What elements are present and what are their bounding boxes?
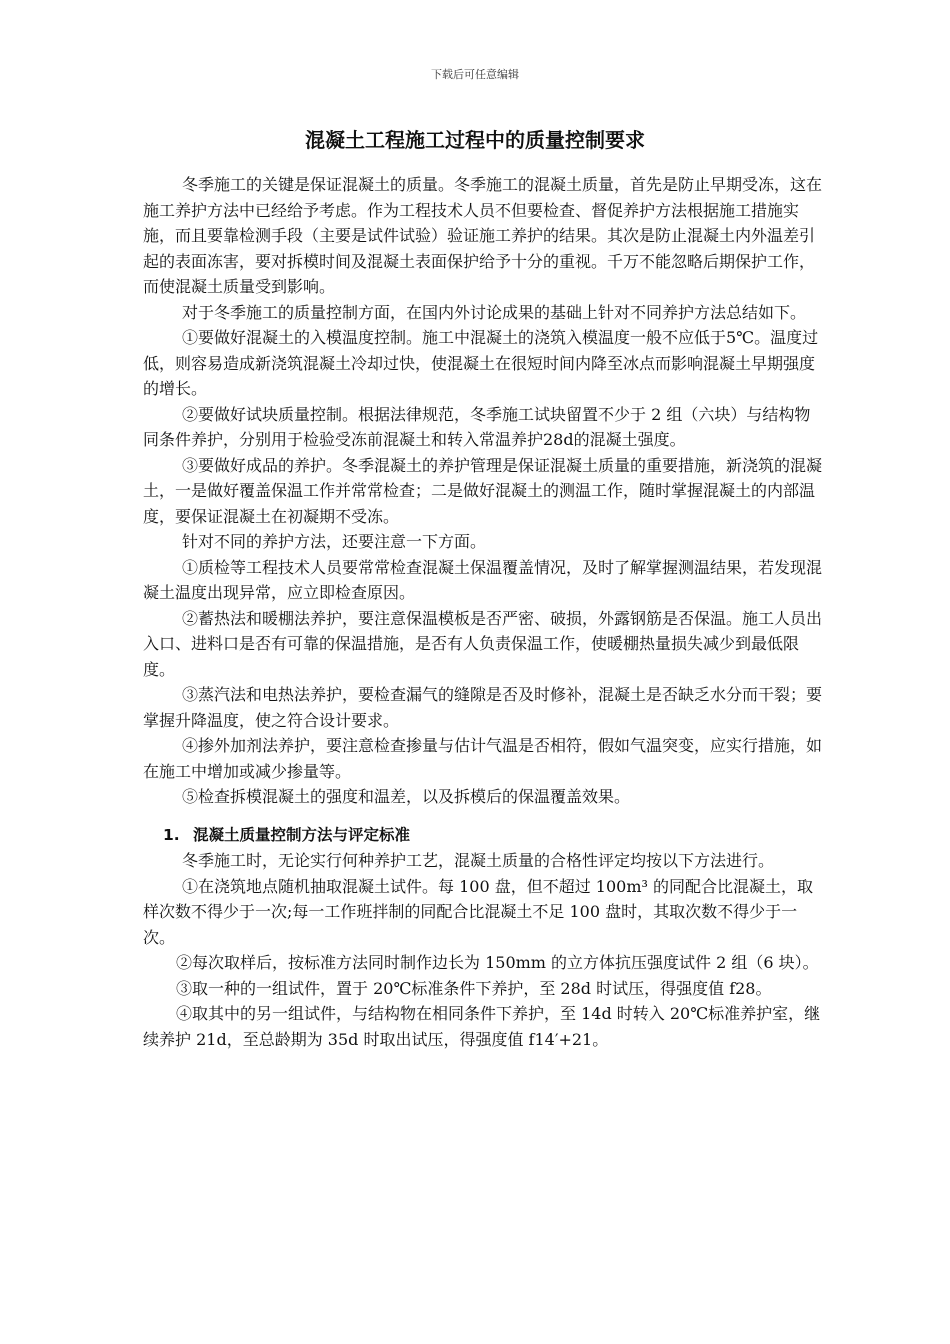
paragraph: ③蒸汽法和电热法养护，要检查漏气的缝隙是否及时修补，混凝土是否缺乏水分而干裂；要掌握升降温度，使之符合设计要求。 [143, 685, 823, 730]
paragraph: 对于冬季施工的质量控制方面，在国内外讨论成果的基础上针对不同养护方法总结如下。 [182, 302, 807, 322]
section-heading [143, 823, 823, 849]
page-header: 下载后可任意编辑 [431, 68, 519, 81]
paragraph: ①在浇筑地点随机抽取混凝土试件。每 100 盘，但不超过 100m³ 的同配合比混凝土，取样次数不得少于一次;每一工作班拌制的同配合比混凝土不足 100 盘时，其取次数不得少于一次。 [143, 876, 814, 947]
document-title: 混凝土工程施工过程中的质量控制要求 [305, 128, 645, 152]
paragraph: ④掺外加剂法养护，要注意检查掺量与估计气温是否相符，假如气温突变，应实行措施，如在施工中增加或减少掺量等。 [143, 736, 823, 781]
paragraph: ④取其中的另一组试件，与结构物在相同条件下养护，至 14d 时转入 20℃标准养护室，继续养护 21d，至总龄期为 35d 时取出试压，得强度值 f14′+21。 [143, 1004, 821, 1049]
paragraph: 针对不同的养护方法，还要注意一下方面。 [182, 532, 487, 551]
document-body [143, 172, 823, 1052]
section-number: 1. [163, 825, 180, 844]
paragraph: ①质检等工程技术人员要常常检查混凝土保温覆盖情况，及时了解掌握测温结果，若发现混凝土温度出现异常，应立即检查原因。 [143, 557, 823, 602]
section-heading-text: 混凝土质量控制方法与评定标准 [193, 825, 411, 844]
paragraph: ③要做好成品的养护。冬季混凝土的养护管理是保证混凝土质量的重要措施，新浇筑的混凝土，一是做好覆盖保温工作并常常检查；二是做好混凝土的测温工作，随时掌握混凝土的内部温度，要保证混凝土在初凝期不受冻。 [143, 455, 823, 526]
paragraph: 冬季施工的关键是保证混凝土的质量。冬季施工的混凝土质量，首先是防止早期受冻，这在施工养护方法中已经给予考虑。作为工程技术人员不但要检查、督促养护方法根据施工措施实施，而且要靠检测手段（主要是试件试验）验证施工养护的结果。其次是防止混凝土内外温差引起的表面冻害，要对拆模时间及混凝土表面保护给予十分的重视。千万不能忽略后期保护工作，而使混凝土质量受到影响。 [143, 175, 823, 296]
paragraph: ①要做好混凝土的入模温度控制。施工中混凝土的浇筑入模温度一般不应低于5℃。温度过低，则容易造成新浇筑混凝土冷却过快，使混凝土在很短时间内降至冰点而影响混凝土早期强度的增长。 [143, 328, 819, 398]
paragraph: 冬季施工时，无论实行何种养护工艺，混凝土质量的合格性评定均按以下方法进行。 [182, 851, 775, 870]
paragraph: ⑤检查拆模混凝土的强度和温差，以及拆模后的保温覆盖效果。 [182, 787, 631, 806]
paragraph: ③取一种的一组试件，置于 20℃标准条件下养护，至 28d 时试压，得强度值 f28。 [176, 978, 772, 998]
paragraph: ②蓄热法和暖棚法养护，要注意保温模板是否严密、破损，外露钢筋是否保温。施工人员出入口、进料口是否有可靠的保温措施，是否有人负责保温工作，使暖棚热量损失减少到最低限度。 [143, 608, 823, 679]
paragraph: ②要做好试块质量控制。根据法律规范，冬季施工试块留置不少于 2 组（六块）与结构物同条件养护，分别用于检验受冻前混凝土和转入常温养护28d的混凝土强度。 [143, 404, 811, 449]
paragraph: ②每次取样后，按标准方法同时制作边长为 150mm 的立方体抗压强度试件 2 组（6 块）。 [176, 953, 819, 972]
